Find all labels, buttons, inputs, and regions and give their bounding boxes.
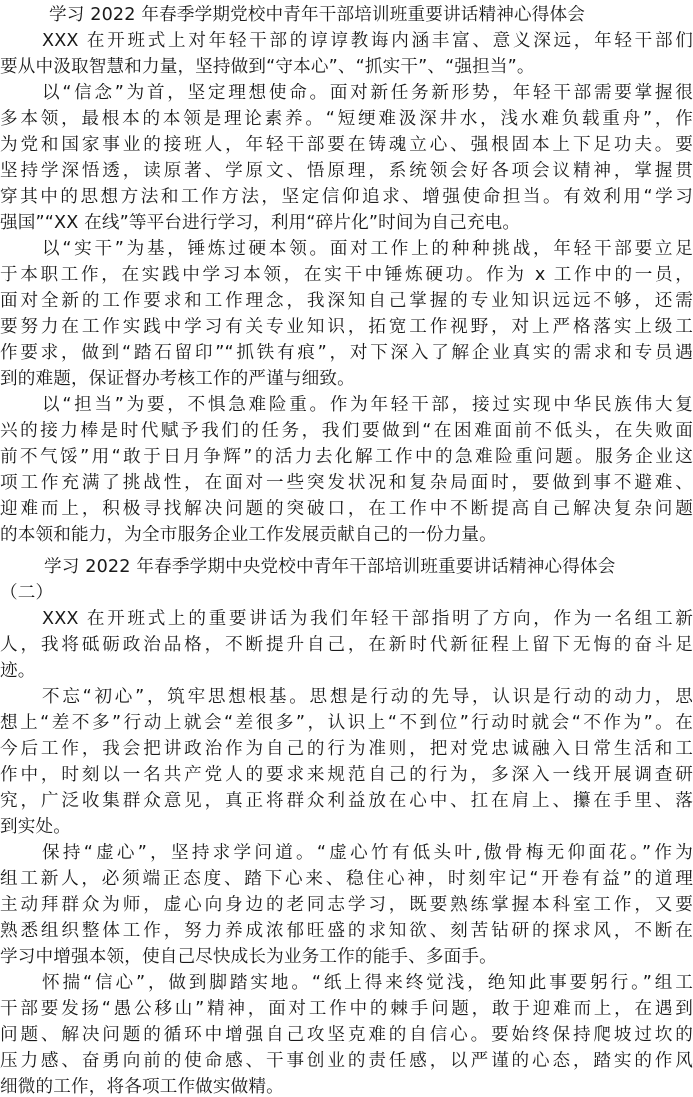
paragraph-line: XXX 在开班式上的重要讲话为我们年轻干部指明了方向，作为一名组工新 xyxy=(42,609,693,629)
paragraph-line: 前不气馁”用“敢于日月争辉”的活力去化解工作中的急难险重问题。服务企业这 xyxy=(0,447,693,467)
paragraph-line: 迎难而上，积极寻找解决问题的突破口，在工作中不断提高自己解决复杂问题 xyxy=(0,499,693,519)
paragraph-line: 组工新人，必须端正态度、踏下心来、稳住心神，时刻牢记“开卷有益”的道理 xyxy=(0,869,693,889)
paragraph-line: 熟悉组织整体工作，努力养成浓郁旺盛的求知欲、刻苦钻研的探求风，不断在 xyxy=(0,921,693,941)
paragraph-line: 以“信念”为首，坚定理想使命。面对新任务新形势，年轻干部需要掌握很 xyxy=(42,83,693,103)
paragraph-line: 面对全新的工作要求和工作理念，我深知自己掌握的专业知识远远不够，还需 xyxy=(0,291,693,311)
paragraph-line: 怀揣“信心”，做到脚踏实地。“纸上得来终觉浅，绝知此事要躬行。”组工 xyxy=(42,973,693,993)
paragraph-line: 要从中汲取智慧和力量，坚持做到“守本心”、“抓实干”、“强担当”。 xyxy=(0,57,535,77)
paragraph-line: 人，我将砥砺政治品格，不断提升自己，在新时代新征程上留下无悔的奋斗足 xyxy=(0,635,693,655)
paragraph-line: 到的难题，保证督办考核工作的严谨与细致。 xyxy=(0,369,355,389)
paragraph-line: 强国”“XX 在线”等平台进行学习，利用“碎片化”时间为自己充电。 xyxy=(0,213,521,233)
section-2-title: 学习 2022 年春季学期中央党校中青年干部培训班重要讲话精神心得体会 xyxy=(44,557,616,577)
paragraph-line: 穿其中的思想方法和工作方法，坚定信仰追求、增强使命担当。有效利用“学习 xyxy=(0,187,693,207)
paragraph-line: 的本领和能力，为全市服务企业工作发展贡献自己的一份力量。 xyxy=(0,525,497,545)
paragraph-line: 以“担当”为要，不惧急难险重。作为年轻干部，接过实现中华民族伟大复 xyxy=(42,395,693,415)
paragraph-line: 作要求，做到“踏石留印”“抓铁有痕”，对下深入了解企业真实的需求和专员遇 xyxy=(0,343,693,363)
section-2-title-number: （二） xyxy=(0,583,54,603)
paragraph-line: 学习中增强本领，使自己尽快成长为业务工作的能手、多面手。 xyxy=(0,947,497,967)
paragraph-line: 作中，时刻以一名共产党人的要求来规范自己的行为，多深入一线开展调查研 xyxy=(0,765,693,785)
paragraph-line: 今后工作，我会把讲政治作为自己的行为准则，把对党忠诚融入日常生活和工 xyxy=(0,739,693,759)
paragraph-line: 问题、解决问题的循环中增强自己攻坚克难的自信心。要始终保持爬坡过坎的 xyxy=(0,1025,693,1045)
paragraph-line: 到实处。 xyxy=(0,817,71,837)
paragraph-line: 压力感、奋勇向前的使命感、干事创业的责任感，以严谨的心态，踏实的作风 xyxy=(0,1051,693,1071)
paragraph-line: 于本职工作，在实践中学习本领，在实干中锤炼硬功。作为 x 工作中的一员， xyxy=(0,265,693,285)
paragraph-line: 不忘“初心”，筑牢思想根基。思想是行动的先导，认识是行动的动力，思 xyxy=(42,687,693,707)
section-1-title: 学习 2022 年春季学期党校中青年干部培训班重要讲话精神心得体会 xyxy=(49,5,585,25)
paragraph-line: 干部要发扬“愚公移山”精神，面对工作中的棘手问题，敢于迎难而上，在遇到 xyxy=(0,999,693,1019)
paragraph-line: 究，广泛收集群众意见，真正将群众利益放在心中、扛在肩上、攥在手里、落 xyxy=(0,791,693,811)
paragraph-line: 以“实干”为基，锤炼过硬本领。面对工作上的种种挑战，年轻干部要立足 xyxy=(42,239,693,259)
paragraph-line: 保持“虚心”，坚持求学问道。“虚心竹有低头叶,傲骨梅无仰面花。”作为 xyxy=(42,843,693,863)
paragraph-line: 迹。 xyxy=(0,661,36,681)
paragraph-line: 为党和国家事业的接班人，年轻干部要在铸魂立心、强根固本上下足功夫。要 xyxy=(0,135,693,155)
paragraph-line: 主动拜群众为师，虚心向身边的老同志学习，既要熟练掌握本科室工作，又要 xyxy=(0,895,693,915)
paragraph-line: 兴的接力棒是时代赋予我们的任务，我们要做到“在困难面前不低头，在失败面 xyxy=(0,421,693,441)
paragraph-line: 项工作充满了挑战性，在面对一些突发状况和复杂局面时，要做到事不避难、 xyxy=(0,473,693,493)
paragraph-line: 多本领，最根本的本领是理论素养。“短绠难汲深井水，浅水难负载重舟”，作 xyxy=(0,109,693,129)
paragraph-line: 坚持学深悟透，读原著、学原文、悟原理，系统领会好各项会议精神，掌握贯 xyxy=(0,161,693,181)
paragraph-line: 要努力在工作实践中学习有关专业知识，拓宽工作视野，对上严格落实上级工 xyxy=(0,317,693,337)
paragraph-line: 细微的工作，将各项工作做实做精。 xyxy=(0,1077,284,1097)
paragraph-line: XXX 在开班式上对年轻干部的谆谆教诲内涵丰富、意义深远，年轻干部们 xyxy=(42,31,693,51)
paragraph-line: 想上“差不多”行动上就会“差很多”，认识上“不到位”行动时就会“不作为”。在 xyxy=(0,713,693,733)
